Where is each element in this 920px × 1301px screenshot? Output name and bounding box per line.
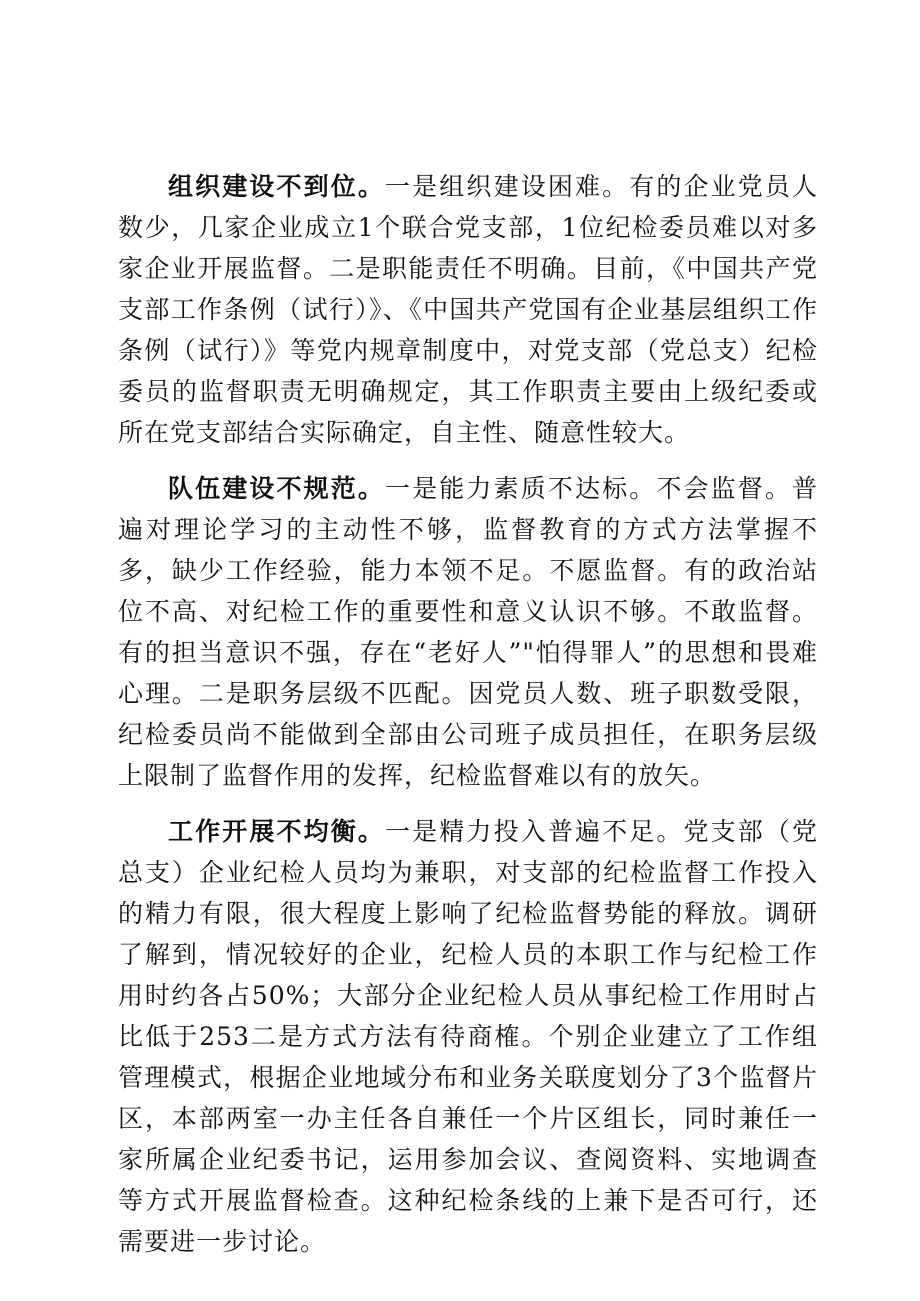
paragraph-text: 一是组织建设困难。有的企业党员人数少，几家企业成立1个联合党支部，1位纪检委员难以对多家企业开展监督。二是职能责任不明确。目前，《中国共产党支部工作条例（试行）》、《中国共产党国有企业基层组织工作条例（试行）》等党内规章制度中，对党支部（党总支）纪检委员的监督职责无明确规定，其工作职责主要由上级纪委或所在党支部结合实际确定，自主性、随意性较大。 xyxy=(118,172,818,447)
paragraph-text: 一是能力素质不达标。不会监督。普遍对理论学习的主动性不够，监督教育的方式方法掌握不多，缺少工作经验，能力本领不足。不愿监督。有的政治站位不高、对纪检工作的重要性和意义认识不够。不敢监督。有的担当意识不强，存在“老好人”"怕得罪人”的思想和畏难心理。二是职务层级不匹配。因党员人数、班子职数受限，纪检委员尚不能做到全部由公司班子成员担任，在职务层级上限制了监督作用的发挥，纪检监督难以有的放矢。 xyxy=(118,474,818,790)
paragraph-work xyxy=(118,811,818,1262)
paragraph-heading: 队伍建设不规范。 xyxy=(168,474,386,503)
paragraph-organization xyxy=(118,166,818,453)
document-body xyxy=(118,166,818,1277)
paragraph-heading: 工作开展不均衡。 xyxy=(168,817,386,846)
paragraph-heading: 组织建设不到位。 xyxy=(168,172,386,201)
paragraph-text: 一是精力投入普遍不足。党支部（党总支）企业纪检人员均为兼职，对支部的纪检监督工作投入的精力有限，很大程度上影响了纪检监督势能的释放。调研了解到，情况较好的企业，纪检人员的本职工作与纪检工作用时约各占50%；大部分企业纪检人员从事纪检工作用时占比低于253二是方式方法有待商榷。个别企业建立了工作组管理模式，根据企业地域分布和业务关联度划分了3个监督片区，本部两室一办主任各自兼任一个片区组长，同时兼任一家所属企业纪委书记，运用参加会议、查阅资料、实地调查等方式开展监督检查。这种纪检条线的上兼下是否可行，还需要进一步讨论。 xyxy=(118,817,818,1256)
paragraph-team xyxy=(118,468,818,796)
